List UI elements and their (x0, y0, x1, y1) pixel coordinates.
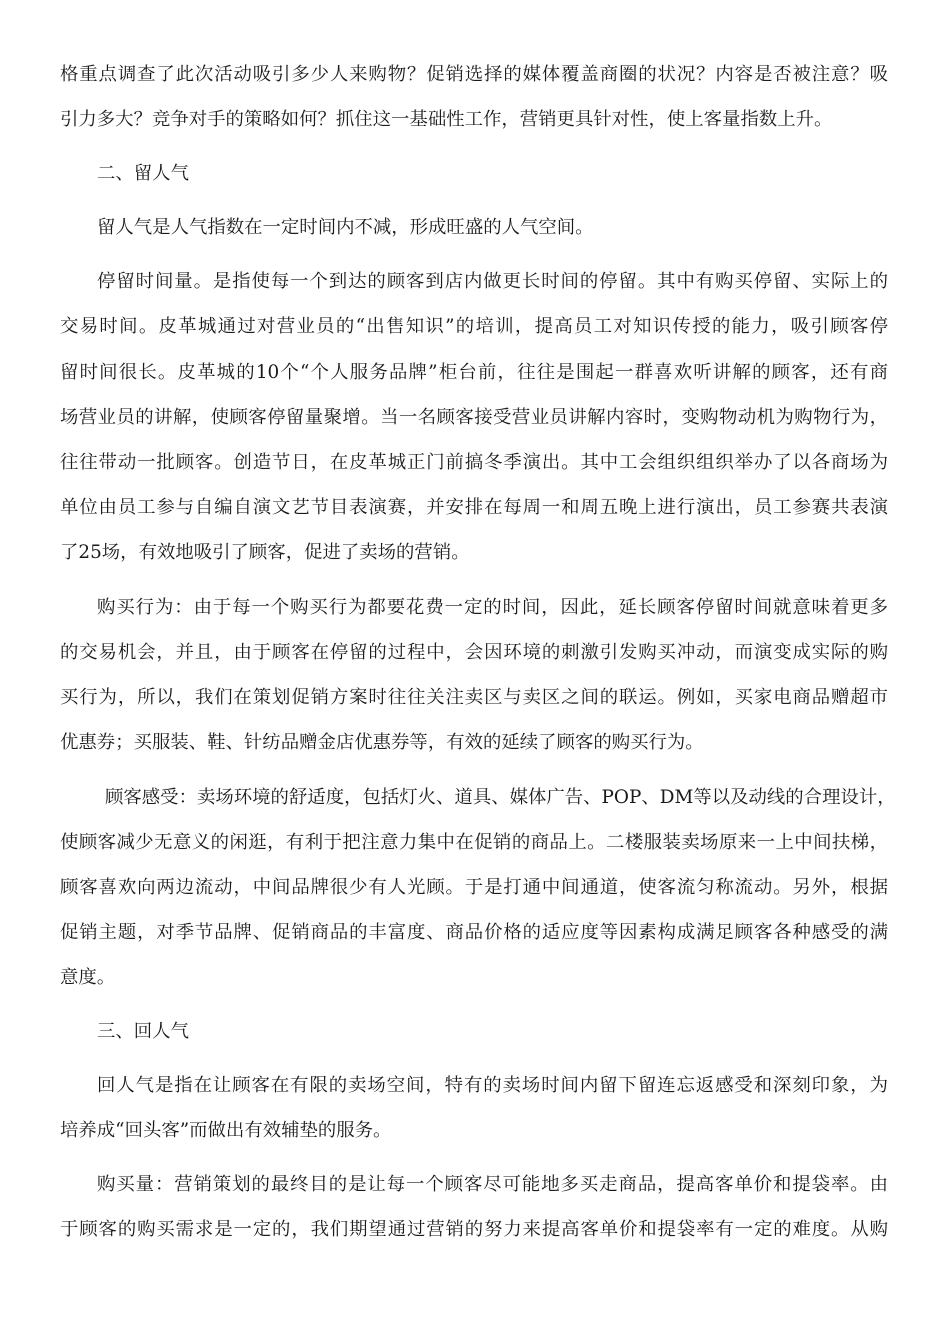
text-line: 留人气是人气指数在一定时间内不减，形成旺盛的人气空间。 (97, 217, 594, 238)
text-line: 培养成“回头客”而做出有效辅垫的服务。 (60, 1120, 392, 1141)
text-line: 停留时间量。是指使每一个到达的顾客到店内做更长时间的停留。其中有购买停留、实际上的 (97, 271, 888, 292)
text-line: 的交易机会，并且，由于顾客在停留的过程中，会因环境的刺激引发购买冲动，而演变成实际的购 (60, 642, 888, 663)
text-line: 回人气是指在让顾客在有限的卖场空间，特有的卖场时间内留下留连忘返感受和深刻印象，为 (97, 1075, 888, 1096)
text-line: 买行为，所以，我们在策划促销方案时往往关注卖区与卖区之间的联运。例如，买家电商品赠超市 (60, 687, 888, 708)
text-line: 使顾客减少无意义的闲逛，有利于把注意力集中在促销的商品上。二楼服装卖场原来一上中间扶梯， (60, 832, 888, 853)
text-line: 引力多大？竞争对手的策略如何？抓住这一基础性工作，营销更具针对性，使上客量指数上升。 (60, 109, 833, 130)
text-line: 顾客感受：卖场环境的舒适度，包括灯火、道具、媒体广告、POP、DM等以及动线的合理设计， (105, 787, 896, 808)
section-heading: 三、回人气 (97, 1021, 189, 1042)
text-line: 往往带动一批顾客。创造节日，在皮革城正门前搞冬季演出。其中工会组织组织举办了以各商场为 (60, 452, 888, 473)
text-line: 单位由员工参与自编自演文艺节目表演赛，并安排在每周一和周五晚上进行演出，员工参赛共表演 (60, 497, 888, 518)
text-line: 顾客喜欢向两边流动，中间品牌很少有人光顾。于是打通中间通道，使客流匀称流动。另外，根据 (60, 877, 888, 898)
text-line: 了25场，有效地吸引了顾客，促进了卖场的营销。 (60, 542, 470, 563)
section-heading: 二、留人气 (97, 163, 189, 184)
text-line: 交易时间。皮革城通过对营业员的“出售知识”的培训，提高员工对知识传授的能力，吸引顾客停 (60, 316, 888, 337)
text-line: 购买行为：由于每一个购买行为都要花费一定的时间，因此，延长顾客停留时间就意味着更多 (97, 597, 888, 618)
text-line: 优惠券；买服装、鞋、针纺品赠金店优惠券等，有效的延续了顾客的购买行为。 (60, 732, 704, 753)
text-line: 购买量：营销策划的最终目的是让每一个顾客尽可能地多买走商品，提高客单价和提袋率。由 (97, 1174, 888, 1195)
text-line: 于顾客的购买需求是一定的，我们期望通过营销的努力来提高客单价和提袋率有一定的难度。从购 (60, 1219, 888, 1240)
text-line: 留时间很长。皮革城的10个“个人服务品牌”柜台前，往往是围起一群喜欢听讲解的顾客，还有商 (60, 362, 888, 383)
text-line: 场营业员的讲解，使顾客停留量聚增。当一名顾客接受营业员讲解内容时，变购物动机为购物行为， (60, 407, 888, 428)
text-line: 格重点调查了此次活动吸引多少人来购物？促销选择的媒体覆盖商圈的状况？内容是否被注意？吸 (60, 64, 888, 85)
text-line: 意度。 (60, 967, 116, 988)
text-line: 促销主题，对季节品牌、促销商品的丰富度、商品价格的适应度等因素构成满足顾客各种感受的满 (60, 922, 888, 943)
